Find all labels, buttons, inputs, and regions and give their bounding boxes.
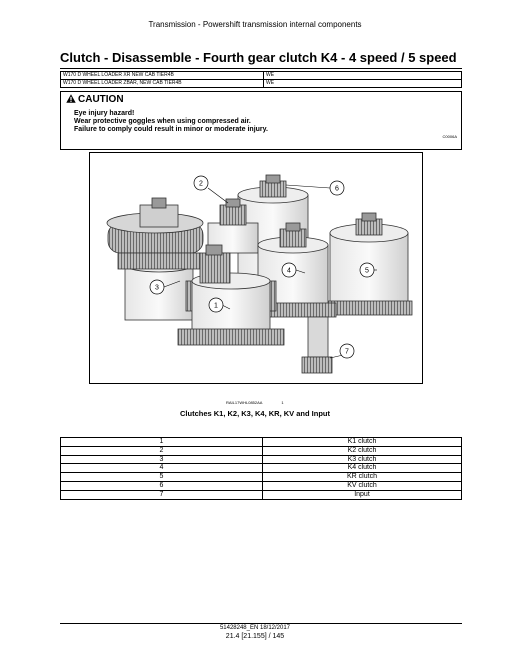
svg-text:3: 3 bbox=[155, 284, 159, 292]
legend-description: KV clutch bbox=[263, 481, 462, 490]
caution-heading-text: CAUTION bbox=[78, 94, 124, 105]
clutch-assembly-illustration bbox=[90, 153, 422, 383]
legend-row bbox=[61, 446, 462, 455]
page-title: Clutch - Disassemble - Fourth gear clutch K4 - 4 speed / 5 speed bbox=[60, 50, 457, 65]
model-name: W170 D WHEEL LOADER ZBAR, NEW CAB TIER4B bbox=[61, 80, 264, 88]
running-header: Transmission - Powershift transmission internal components bbox=[148, 20, 362, 29]
legend-description: K2 clutch bbox=[263, 446, 462, 455]
callout-6 bbox=[330, 181, 344, 195]
callout-1 bbox=[209, 298, 223, 312]
figure-number: 1 bbox=[281, 400, 284, 405]
caution-heading bbox=[66, 94, 124, 105]
legend-row bbox=[61, 464, 462, 473]
svg-text:1: 1 bbox=[214, 302, 218, 310]
svg-text:5: 5 bbox=[365, 267, 369, 275]
model-name: W170 D WHEEL LOADER XR NEW CAB TIER4B bbox=[61, 72, 264, 80]
svg-text:2: 2 bbox=[199, 180, 203, 188]
legend-number: 4 bbox=[61, 464, 263, 473]
callout-5 bbox=[360, 263, 374, 277]
legend-description: KR clutch bbox=[263, 473, 462, 482]
legend-number: 2 bbox=[61, 446, 263, 455]
legend-table bbox=[60, 437, 462, 500]
caution-code: C0006A bbox=[442, 134, 457, 139]
figure-code-text: RAIL17WHL0852AA bbox=[226, 400, 263, 405]
legend-number: 5 bbox=[61, 473, 263, 482]
legend-number: 1 bbox=[61, 438, 263, 447]
callout-3 bbox=[150, 280, 164, 294]
title-rule bbox=[60, 68, 462, 69]
model-row bbox=[61, 80, 462, 88]
callout-4 bbox=[282, 263, 296, 277]
callout-7 bbox=[340, 344, 354, 358]
legend-number: 3 bbox=[61, 455, 263, 464]
legend-description: K3 clutch bbox=[263, 455, 462, 464]
svg-text:6: 6 bbox=[335, 185, 339, 193]
model-table bbox=[60, 71, 462, 88]
footer-doc-id: 51428248_EN 18/12/2017 bbox=[219, 625, 291, 631]
caution-box bbox=[60, 91, 462, 150]
legend-description: K4 clutch bbox=[263, 464, 462, 473]
legend-row bbox=[61, 490, 462, 499]
caution-line-3: Failure to comply could result in minor or moderate injury. bbox=[74, 126, 268, 133]
model-region: WE bbox=[264, 80, 462, 88]
legend-description: Input bbox=[263, 490, 462, 499]
warning-triangle-icon bbox=[66, 94, 76, 103]
footer-rule bbox=[60, 623, 462, 624]
figure-code bbox=[226, 400, 284, 405]
legend-row bbox=[61, 455, 462, 464]
footer-page-number: 21.4 [21.155] / 145 bbox=[225, 633, 285, 640]
callout-2 bbox=[194, 176, 208, 190]
caution-line-2: Wear protective goggles when using compressed air. bbox=[74, 118, 251, 125]
svg-text:7: 7 bbox=[345, 348, 349, 356]
model-row bbox=[61, 72, 462, 80]
caution-line-1: Eye injury hazard! bbox=[74, 110, 135, 117]
figure-caption: Clutches K1, K2, K3, K4, KR, KV and Input bbox=[179, 409, 331, 418]
svg-text:4: 4 bbox=[287, 267, 291, 275]
legend-row bbox=[61, 438, 462, 447]
legend-description: K1 clutch bbox=[263, 438, 462, 447]
clutch-figure bbox=[89, 152, 423, 384]
legend-row bbox=[61, 473, 462, 482]
legend-number: 6 bbox=[61, 481, 263, 490]
model-region: WE bbox=[264, 72, 462, 80]
legend-row bbox=[61, 481, 462, 490]
legend-number: 7 bbox=[61, 490, 263, 499]
